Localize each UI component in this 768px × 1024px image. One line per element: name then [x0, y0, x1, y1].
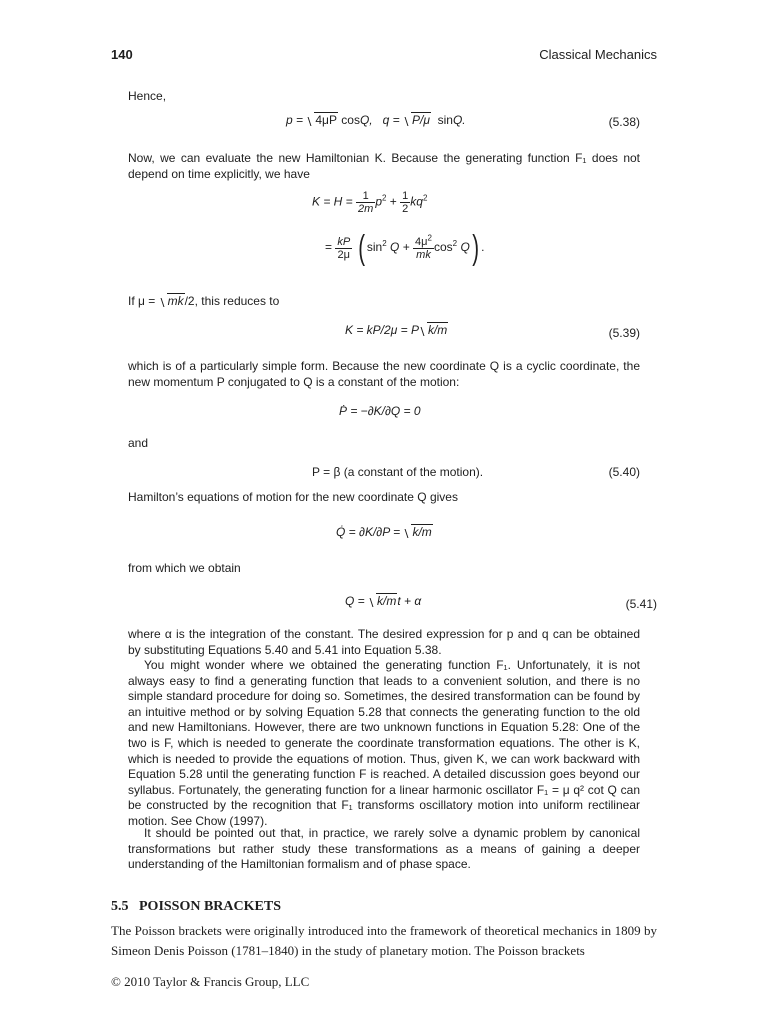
equation-5-40: P = β (a constant of the motion). — [312, 465, 484, 479]
sqrt-4muP: 4μP — [306, 113, 338, 127]
equation-5-41: Q = k/mt + α — [345, 594, 422, 608]
fraction-1-over-2: $\frac{1}{2}$ — [402, 190, 409, 215]
fraction-1-over-2m: $\frac{1}{2m}$ — [358, 190, 374, 215]
equation-K-line1: K = H = $\frac{1}{2m}$ $p^2$ + $\frac{1}{2}$ $kq^2$ — [312, 190, 428, 215]
paragraph-from: from which we obtain — [128, 561, 241, 575]
equation-number-5-39: (5.39) — [608, 326, 640, 340]
paragraph-hence: Hence, — [128, 89, 167, 103]
section-heading: 5.5 POISSON BRACKETS — [111, 899, 281, 914]
paragraph-hamilton: Hamilton’s equations of motion for the new coordinate Q gives — [128, 490, 458, 504]
paragraph-if: If μ = mk/2, this reduces to — [128, 294, 280, 308]
equation-number-5-40: (5.40) — [608, 465, 640, 479]
fraction-kP-over-2mu: $\frac{kP}{2\mu}$ — [337, 235, 351, 261]
sqrt-mk: mk — [159, 294, 185, 310]
paragraph-where: where α is the integration of the constant. The desired expression for p and q can be obtained by substituting Equations 5.40 and 5.41 into Equation 5.38. — [128, 627, 640, 657]
equation-Q-dot: Q̇ = ∂K/∂P = k/m — [336, 525, 432, 539]
paragraph-now: Now, we can evaluate the new Hamiltonian K. Because the generating function F₁ does not depend on time explicitly, we have — [128, 151, 640, 181]
equation-K-line2: = $\frac{kP}{2\mu}$ ( $\sin^2 Q$ + $\frac{4\mu^2}{mk}$ $\cos^2 Q$) . — [325, 229, 485, 267]
equation-P-dot: Ṗ = −∂K/∂Q = 0 — [339, 404, 421, 418]
sqrt-k-m: k/m — [419, 323, 448, 337]
eq-p-lhs: p = — [286, 113, 304, 127]
copyright-footer: © 2010 Taylor & Francis Group, LLC — [111, 974, 310, 989]
paragraph-pointed: It should be pointed out that, in practice, we rarely solve a dynamic problem by canonical transformations but rather study these transformations as a means of gaining a deeper understanding of the Hamiltonian formalism and of phase space. — [128, 826, 640, 872]
page-number: 140 — [111, 47, 133, 62]
sqrt-k-m-3: k/m — [368, 594, 397, 608]
running-title: Classical Mechanics — [539, 47, 657, 62]
fraction-4mu2-over-mk: $\frac{4\mu^2}{mk}$ — [415, 232, 432, 261]
sqrt-k-m-2: k/m — [403, 525, 432, 539]
paragraph-wonder: You might wonder where we obtained the generating function F₁. Unfortunately, it is not always easy to find a generating function that leads to a convenient solution, and there is no simple standard procedure for doing so. Sometimes, the desired transformation can be found by an intuitive method or by solving Equation 5.28 that connects the generating function to the old and new Hamiltonians. However, there are two unknown functions in Equation 5.28: One of the two is F, which is needed to generate the coordinate transformation equations. The other is K, which is needed to provide the equations of motion. Thus, given K, we can work backward with Equation 5.28 until the generating function F is reached. A detailed discussion goes beyond our syllabus. Fortunately, the generating function for a linear harmonic oscillator F₁ = μ q² cot Q can be constructed by the recognition that F₁ transforms oscillatory motion into uniform rectilinear motion. See Chow (1997). — [128, 658, 640, 828]
sqrt-P-mu: P/μ — [403, 113, 431, 127]
equation-5-38: p = 4μP cosQ, q = P/μ sinQ. — [286, 113, 466, 127]
paragraph-and: and — [128, 436, 149, 450]
equation-number-5-41: (5.41) — [625, 597, 657, 611]
equation-5-39: K = kP/2μ = P k/m — [345, 323, 448, 337]
equation-number-5-38: (5.38) — [608, 115, 640, 129]
paragraph-which: which is of a particularly simple form. Because the new coordinate Q is a cyclic coordinate, the new momentum P conjugated to Q is a constant of the motion: — [128, 359, 640, 389]
paragraph-poisson: The Poisson brackets were originally introduced into the framework of theoretical mechanics in 1809 by Simeon Denis Poisson (1781–1840) in the study of planetary motion. The Poisson brackets — [111, 923, 657, 958]
